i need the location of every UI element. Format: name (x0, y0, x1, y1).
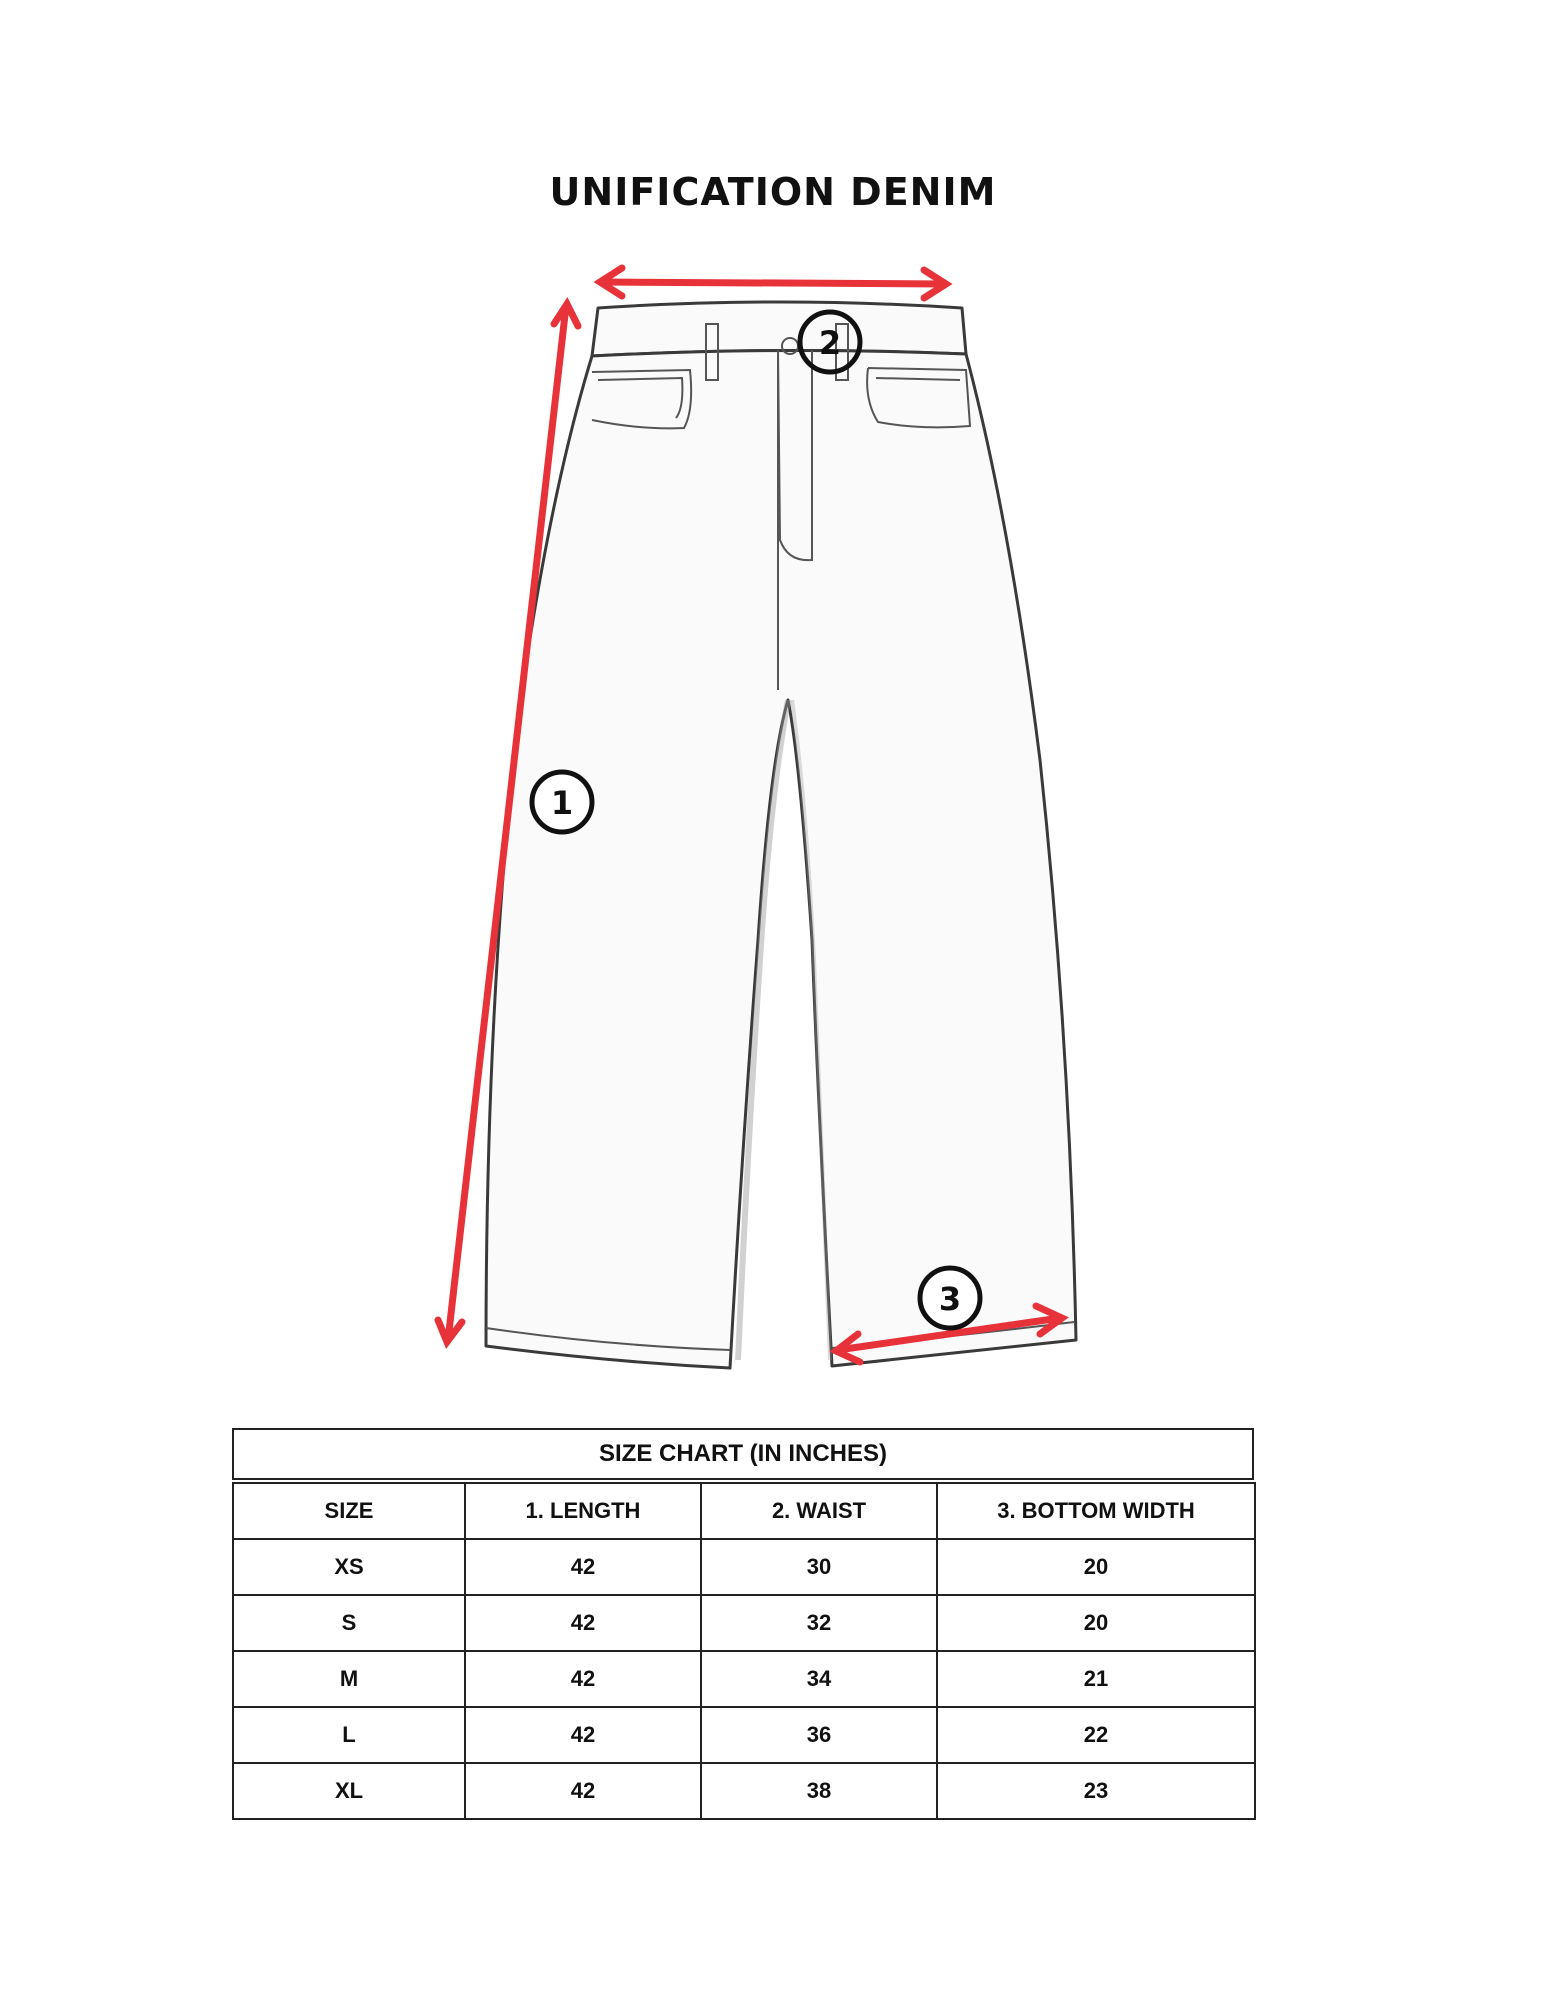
cell-waist: 32 (701, 1595, 937, 1651)
table-row (233, 1595, 1255, 1651)
header-length: 1. LENGTH (465, 1483, 701, 1539)
cell-size: XS (233, 1539, 465, 1595)
page-title: UNIFICATION DENIM (549, 170, 997, 214)
cell-size: M (233, 1651, 465, 1707)
cell-size: XL (233, 1763, 465, 1819)
callout-waist-label: 2 (818, 324, 842, 362)
waistband (592, 302, 966, 356)
callout-length-label: 1 (550, 784, 574, 822)
table-row (233, 1651, 1255, 1707)
cell-bottom-width: 21 (937, 1651, 1255, 1707)
cell-length: 42 (465, 1763, 701, 1819)
cell-size: S (233, 1595, 465, 1651)
cell-waist: 38 (701, 1763, 937, 1819)
cell-size: L (233, 1707, 465, 1763)
cell-length: 42 (465, 1539, 701, 1595)
cell-waist: 30 (701, 1539, 937, 1595)
callout-length (532, 772, 592, 832)
cell-bottom-width: 20 (937, 1539, 1255, 1595)
jeans-body (486, 350, 1076, 1368)
cell-bottom-width: 23 (937, 1763, 1255, 1819)
cell-length: 42 (465, 1707, 701, 1763)
table-row (233, 1707, 1255, 1763)
size-chart-caption: SIZE CHART (IN INCHES) (232, 1428, 1254, 1480)
waist-arrow (602, 282, 944, 284)
cell-bottom-width: 20 (937, 1595, 1255, 1651)
cell-length: 42 (465, 1595, 701, 1651)
size-chart (232, 1428, 1254, 1820)
header-bottom-width: 3. BOTTOM WIDTH (937, 1483, 1255, 1539)
cell-bottom-width: 22 (937, 1707, 1255, 1763)
cell-length: 42 (465, 1651, 701, 1707)
callout-bottom (920, 1268, 980, 1328)
table-row (233, 1763, 1255, 1819)
header-waist: 2. WAIST (701, 1483, 937, 1539)
jeans-outline (486, 302, 1076, 1368)
cell-waist: 36 (701, 1707, 937, 1763)
callout-bottom-label: 3 (938, 1280, 962, 1318)
size-table (232, 1482, 1256, 1820)
cell-waist: 34 (701, 1651, 937, 1707)
header-size: SIZE (233, 1483, 465, 1539)
table-header-row (233, 1483, 1255, 1539)
table-row (233, 1539, 1255, 1595)
